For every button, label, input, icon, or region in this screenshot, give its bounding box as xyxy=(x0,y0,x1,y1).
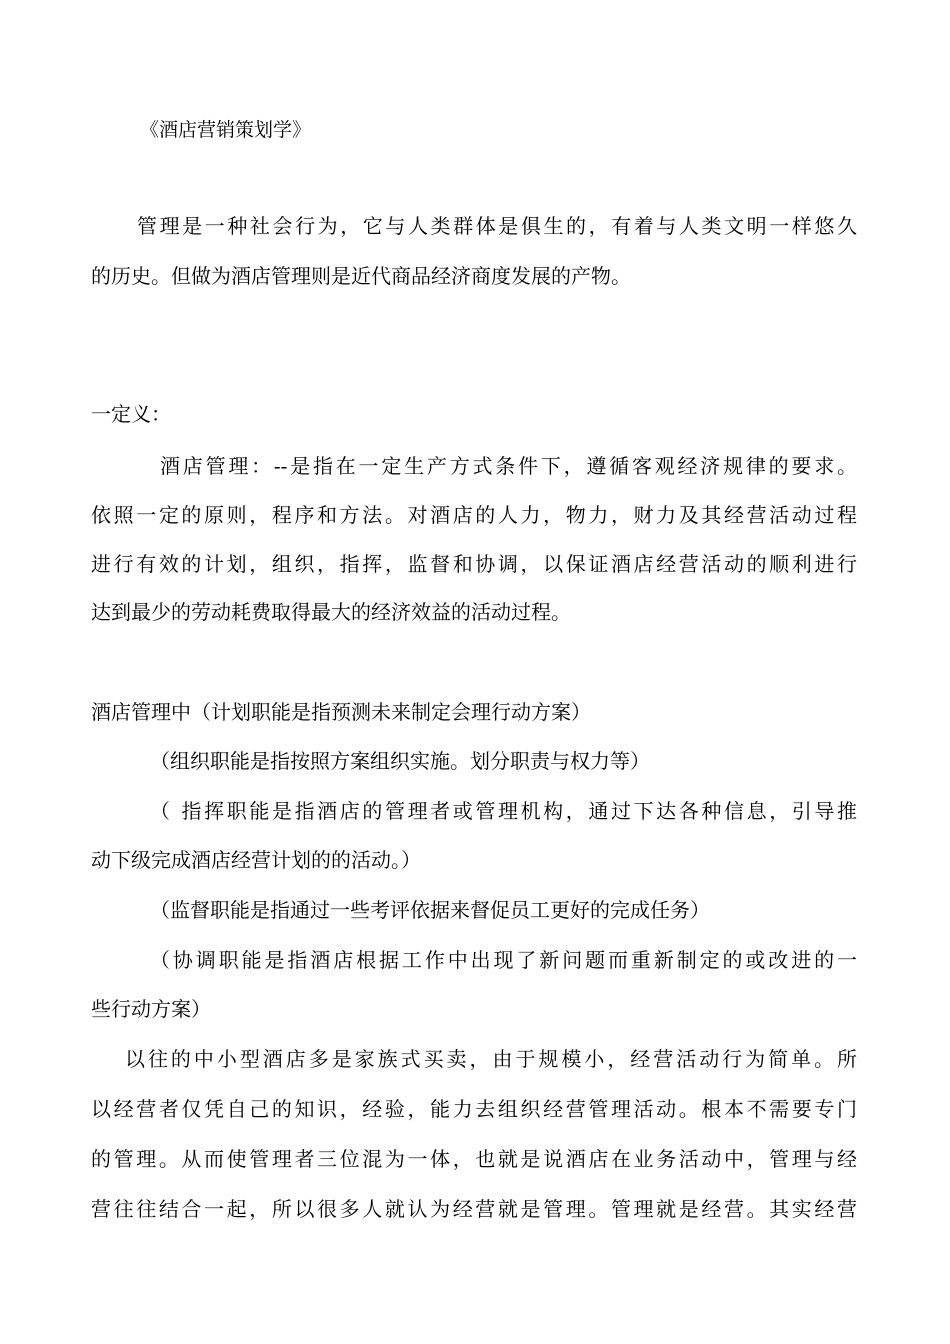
definition-line-2: 依照一定的原则，程序和方法。对酒店的人力，物力，财力及其经营活动过程 xyxy=(91,503,857,527)
closing-line-1: 以往的中小型酒店多是家族式买卖，由于规模小，经营活动行为简单。所 xyxy=(125,1047,857,1071)
closing-line-2: 以经营者仅凭自己的知识，经验，能力去组织经营管理活动。根本不需要专门 xyxy=(91,1097,857,1121)
functions-supervise-line: （监督职能是指通过一些考评依据来督促员工更好的完成任务） xyxy=(150,898,710,922)
closing-line-3: 的管理。从而使管理者三位混为一体，也就是说酒店在业务活动中，管理与经 xyxy=(91,1147,857,1171)
definition-line-4: 达到最少的劳动耗费取得最大的经济效益的活动过程。 xyxy=(91,600,571,624)
functions-direct-line-1: （ 指挥职能是指酒店的管理者或管理机构，通过下达各种信息，引导推 xyxy=(150,799,857,823)
intro-line-2: 的历史。但做为酒店管理则是近代商品经济商度发展的产物。 xyxy=(91,264,631,288)
definition-line-1: 酒店管理：--是指在一定生产方式条件下，遵循客观经济规律的要求。 xyxy=(160,454,857,478)
definition-line-3: 进行有效的计划，组织，指挥，监督和协调，以保证酒店经营活动的顺利进行 xyxy=(91,552,857,576)
document-title: 《酒店营销策划学》 xyxy=(140,119,312,141)
functions-direct-line-2: 动下级完成酒店经营计划的的活动。） xyxy=(91,848,421,872)
section-heading-definition: 一定义： xyxy=(91,402,171,426)
functions-planning-line: 酒店管理中（计划职能是指预测未来制定会理行动方案） xyxy=(91,700,591,724)
functions-coordinate-line-2: 些行动方案） xyxy=(91,997,211,1021)
intro-line-1: 管理是一种社会行为，它与人类群体是俱生的，有着与人类文明一样悠久 xyxy=(137,214,857,238)
functions-coordinate-line-1: （协调职能是指酒店根据工作中出现了新问题而重新制定的或改进的一 xyxy=(150,948,857,972)
functions-organize-line: （组织职能是指按照方案组织实施。划分职责与权力等） xyxy=(150,749,650,773)
closing-line-4: 营往往结合一起，所以很多人就认为经营就是管理。管理就是经营。其实经营 xyxy=(91,1197,857,1221)
